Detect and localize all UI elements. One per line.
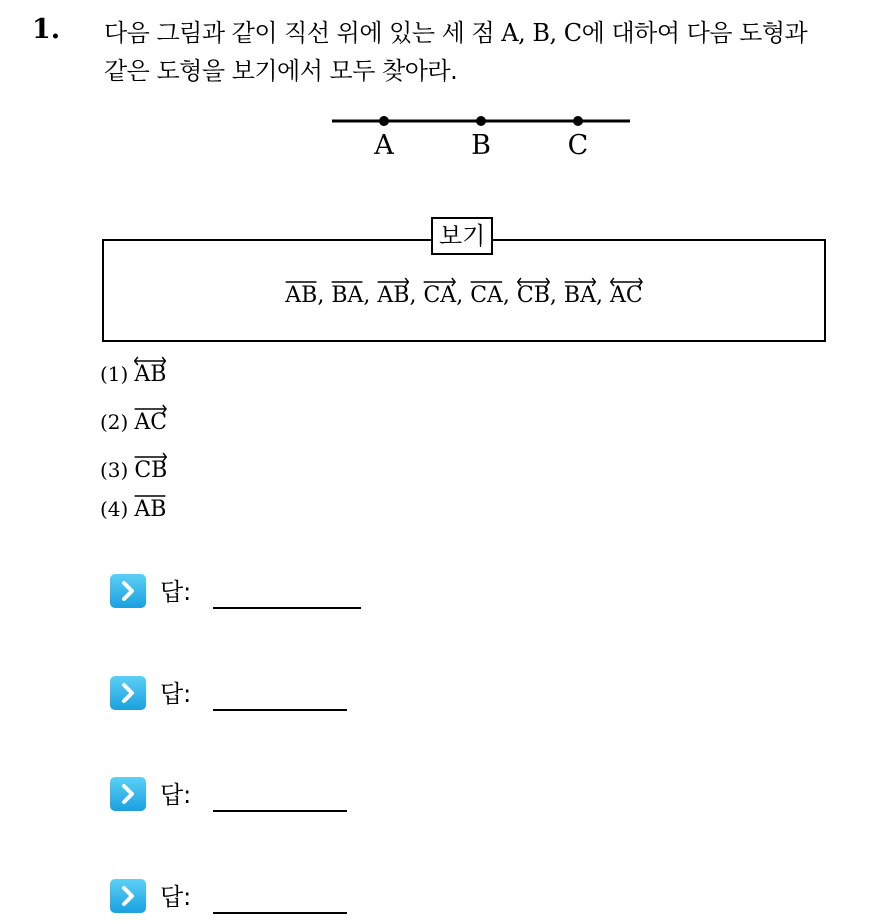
choice-number: (3): [100, 458, 129, 482]
example-item: [285, 277, 317, 308]
answer-blank[interactable]: [213, 607, 361, 609]
choice-4: [100, 491, 166, 522]
separator: ,: [595, 283, 610, 308]
answer-blank[interactable]: [213, 810, 347, 812]
line-figure: [320, 100, 650, 170]
answer-label: 답:: [160, 680, 192, 708]
choice-text: AC: [134, 410, 168, 435]
chevron-right-icon: [110, 574, 146, 608]
question-text-line2: 같은 도형을 보기에서 모두 찾아라.: [104, 57, 458, 85]
choice-2: [100, 404, 167, 435]
question-text-part2: 에 대하여 다음 도형과: [581, 19, 808, 47]
point-c-dot: [573, 116, 583, 126]
separator: ,: [363, 283, 378, 308]
example-item: [470, 277, 503, 308]
example-item: [423, 277, 456, 308]
line-mark-icon: [517, 277, 550, 287]
choice-figure: [134, 356, 166, 387]
segment-mark-icon: [331, 277, 363, 287]
example-item-text: BA: [331, 283, 364, 308]
separator: ,: [317, 283, 332, 308]
ray-mark-icon: [134, 404, 167, 414]
example-item: [564, 277, 596, 308]
question-number: 1.: [32, 14, 61, 45]
separator: ,: [502, 283, 517, 308]
example-item-text: CA: [470, 283, 503, 308]
choice-3: [100, 452, 167, 483]
choice-number: (1): [100, 362, 129, 386]
example-item: [517, 277, 550, 308]
point-c-label: C: [567, 130, 589, 161]
choice-text: AB: [134, 497, 167, 522]
example-item-text: CA: [423, 283, 457, 308]
point-a-dot: [379, 116, 389, 126]
choice-figure: [134, 491, 166, 522]
choice-number: (4): [100, 497, 129, 521]
chevron-right-icon: [110, 777, 146, 811]
ray-mark-icon: [134, 452, 167, 462]
question-text: [104, 14, 874, 90]
answer-label: 답:: [160, 578, 192, 606]
ray-mark-icon: [377, 277, 409, 287]
example-item-text: AC: [609, 283, 643, 308]
choice-number: (2): [100, 410, 129, 434]
example-item-text: AB: [377, 283, 410, 308]
choice-figure: [134, 452, 167, 483]
point-b-dot: [476, 116, 486, 126]
separator: ,: [456, 283, 471, 308]
example-item: [610, 277, 643, 308]
example-item: [377, 277, 409, 308]
segment-mark-icon: [134, 491, 166, 501]
point-a-label: A: [374, 130, 394, 161]
answer-blank[interactable]: [213, 912, 347, 914]
answer-label: 답:: [160, 781, 192, 809]
question-points: A, B, C: [501, 19, 582, 47]
chevron-right-icon: [110, 879, 146, 913]
choice-text: AB: [134, 362, 167, 387]
answer-blank[interactable]: [213, 709, 347, 711]
example-items: [104, 277, 824, 308]
example-box-title: 보기: [431, 217, 493, 255]
ray-mark-icon: [423, 277, 456, 287]
line-mark-icon: [610, 277, 643, 287]
chevron-right-icon: [110, 676, 146, 710]
example-item-text: AB: [285, 283, 318, 308]
ray-mark-icon: [564, 277, 596, 287]
segment-mark-icon: [285, 277, 317, 287]
example-item-text: BA: [563, 283, 596, 308]
point-b-label: B: [471, 130, 491, 161]
segment-mark-icon: [470, 277, 503, 287]
question-text-part1: 다음 그림과 같이 직선 위에 있는 세 점: [104, 19, 502, 47]
answer-label: 답:: [160, 883, 192, 911]
choice-text: CB: [134, 458, 168, 483]
separator: ,: [549, 283, 564, 308]
example-item-text: CB: [516, 283, 550, 308]
choice-1: [100, 356, 166, 387]
separator: ,: [409, 283, 424, 308]
line-mark-icon: [134, 356, 166, 366]
choice-figure: [134, 404, 167, 435]
example-item: [331, 277, 363, 308]
